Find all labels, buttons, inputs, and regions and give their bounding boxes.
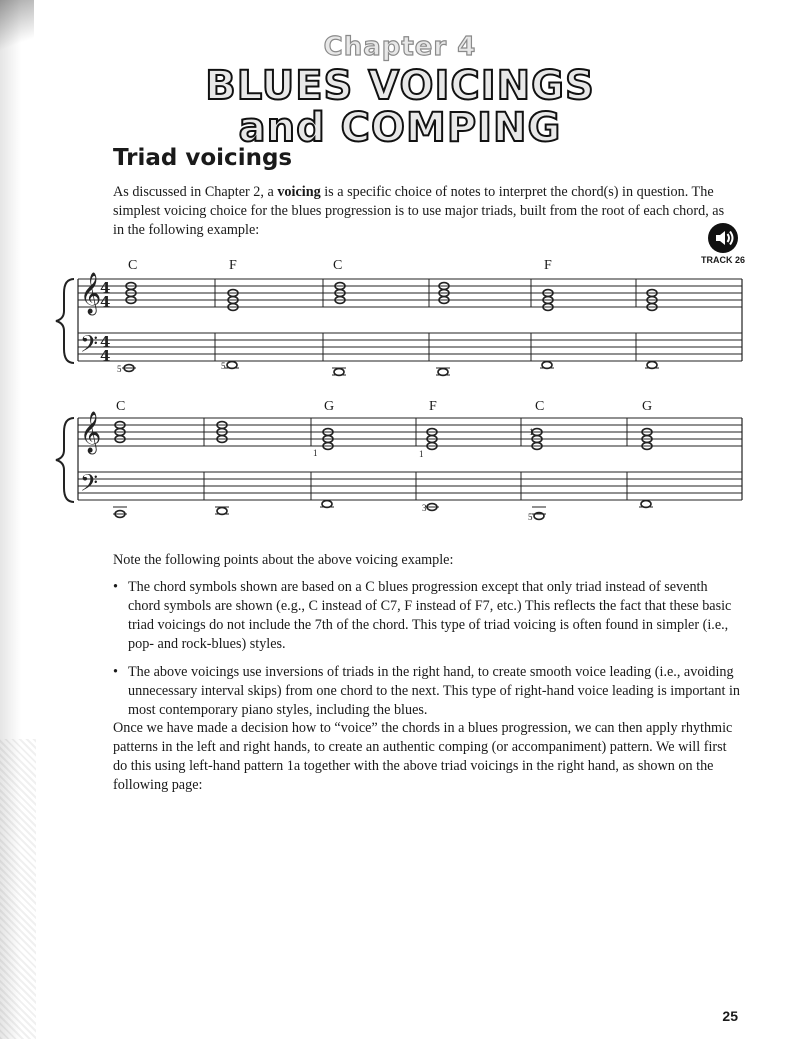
chord-symbol: C bbox=[116, 399, 126, 414]
section-heading: Triad voicings bbox=[113, 145, 293, 171]
chord-symbol: F bbox=[544, 258, 552, 273]
page-number: 25 bbox=[722, 1008, 738, 1024]
time-sig-top: 4 bbox=[100, 279, 111, 297]
fingering: 5 bbox=[117, 364, 122, 374]
intro-bold-term: voicing bbox=[277, 184, 321, 200]
treble-clef-icon: 𝄞 bbox=[80, 412, 102, 453]
fingering: 1 bbox=[419, 449, 424, 459]
chapter-label: Chapter 4 bbox=[323, 32, 477, 62]
time-sig-top: 4 bbox=[100, 333, 111, 351]
bass-clef-icon: 𝄢 bbox=[80, 330, 99, 363]
fingering: 1 bbox=[313, 448, 318, 458]
list-item bbox=[113, 663, 743, 720]
chord-symbol: C bbox=[128, 258, 138, 273]
bullet-text: The above voicings use inversions of triads in the right hand, to create smooth voice leading (i.e., avoiding unnecessary interval skips) from one chord to the next. This type of right-hand voice leading is important in most contemporary piano styles, including the blues. bbox=[128, 664, 741, 718]
chord-symbol: C bbox=[535, 399, 545, 414]
system-2 bbox=[56, 418, 742, 502]
bullet-icon: • bbox=[113, 579, 118, 595]
bullet-text: The chord symbols shown are based on a C blues progression except that only triad instead of seventh chord symbols are shown (e.g., C instead of C7, F instead of F7, etc.) This reflects the fact that these basic triad voicings do not include the 7th of the chord. This type of triad voicing is often found in simpler (i.e., pop- and rock-blues) styles. bbox=[128, 579, 732, 652]
chord-symbol: G bbox=[324, 399, 335, 414]
fingering: 3 bbox=[422, 503, 427, 513]
chord-symbol: F bbox=[429, 399, 437, 414]
time-sig-bottom: 4 bbox=[100, 293, 111, 311]
bullet-icon: • bbox=[113, 664, 118, 680]
time-sig-bottom: 4 bbox=[100, 347, 111, 365]
fingering: 5 bbox=[221, 361, 226, 371]
fingering: 1 bbox=[529, 427, 534, 437]
chord-symbol: F bbox=[229, 258, 237, 273]
bullet-list bbox=[113, 578, 743, 729]
fingering: 5 bbox=[528, 512, 533, 522]
list-item bbox=[113, 578, 743, 654]
chord-symbol: C bbox=[333, 258, 343, 273]
chapter-title-line1: BLUES VOICINGS bbox=[205, 63, 595, 109]
chapter-title-line2: and COMPING bbox=[238, 105, 562, 151]
intro-text-2: is a specific choice of notes to interpret the chord(s) in question. The simplest voicing choice for the blues progression is to use major triads, built from the root of each chord, as in the following example: bbox=[113, 184, 725, 238]
system-1 bbox=[56, 279, 742, 363]
bass-clef-icon: 𝄢 bbox=[80, 469, 99, 502]
track-label: TRACK 26 bbox=[700, 255, 745, 265]
closing-paragraph: Once we have made a decision how to “voice” the chords in a blues progression, we can then apply rhythmic patterns in the left and right hands, to create an authentic comping (or accompaniment) pattern. We will first do this using left-hand pattern 1a together with the above triad voicings in the right hand, as shown on the following page: bbox=[113, 720, 733, 793]
intro-text-1: As discussed in Chapter 2, a bbox=[113, 184, 278, 200]
treble-clef-icon: 𝄞 bbox=[80, 273, 102, 314]
notes-intro: Note the following points about the above voicing example: bbox=[113, 552, 454, 568]
chord-symbol: G bbox=[642, 399, 653, 414]
